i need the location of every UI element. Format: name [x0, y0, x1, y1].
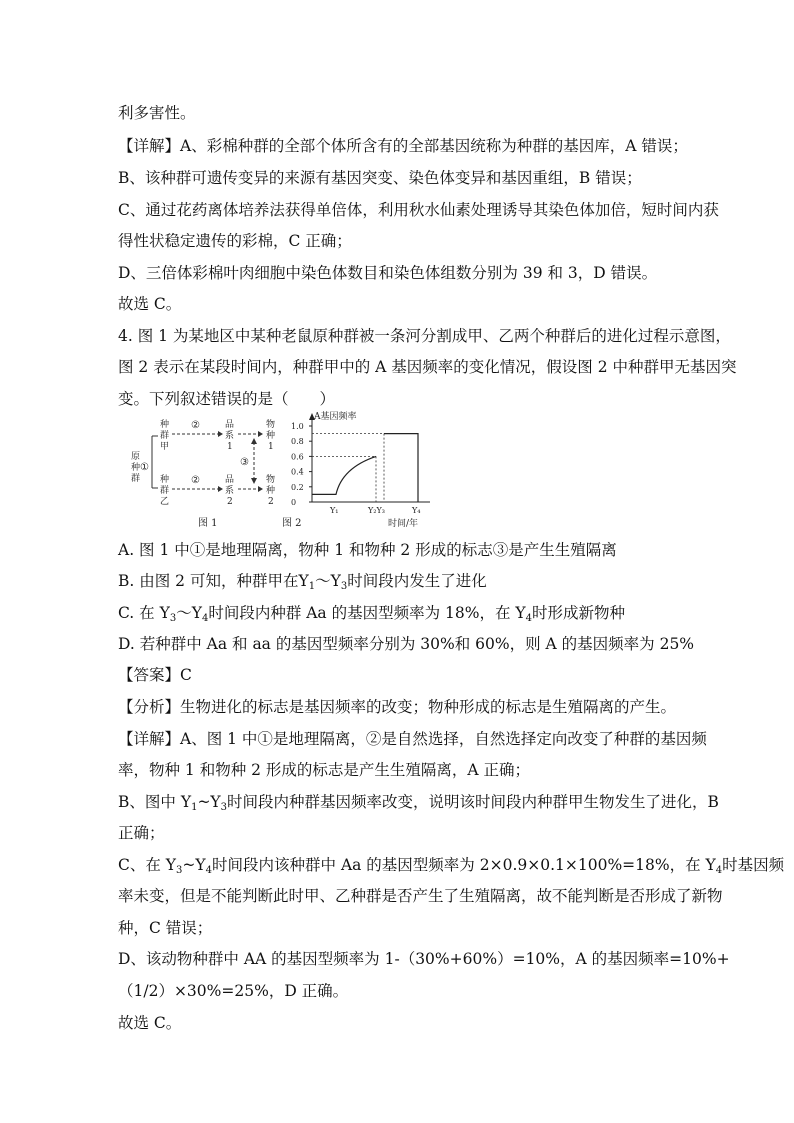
subscript: 1 — [308, 581, 316, 592]
figure1-diagram — [131, 418, 275, 529]
x-tick-label: Y₄ — [412, 506, 421, 515]
y-tick-label: 1.0 — [291, 422, 304, 431]
isolation-arrow-up — [251, 438, 257, 444]
text-span: B. 由图 2 可知，种群甲在Y — [118, 572, 309, 590]
text-line: C、通过花药离体培养法获得单倍体，利用秋水仙素处理诱导其染色体加倍，短时间内获 — [118, 201, 719, 219]
figure-container — [118, 410, 448, 532]
y-axis-label: A基因频率 — [314, 412, 357, 422]
subscript: 3 — [176, 865, 183, 876]
strain2-2: 系 — [225, 486, 235, 496]
text-span: 时基因频 — [722, 856, 785, 874]
y-tick-label: 0.8 — [291, 437, 304, 447]
text-span: ~Y — [197, 793, 221, 811]
text-span: C、在 Y — [118, 856, 177, 874]
frequency-curve — [312, 434, 418, 502]
text-span: C. 在 Y — [118, 604, 170, 622]
strain1-2: 系 — [225, 431, 235, 441]
figure1-caption: 图 1 — [198, 518, 218, 529]
species2-2: 种 — [266, 486, 276, 496]
subscript: 4 — [715, 865, 723, 876]
option-d: D. 若种群中 Aa 和 aa 的基因型频率分别为 30%和 60%，则 A 的基因频率为 25% — [118, 635, 695, 653]
text-line: 得性状稳定遗传的彩棉，C 正确； — [118, 232, 352, 250]
arrowhead-b2 — [258, 486, 263, 492]
mark-1: ① — [140, 462, 149, 473]
text-line: D、该动物种群中 AA 的基因型频率为 1-（30%+60%）=10%，A 的基因频率=10%+ — [118, 950, 730, 968]
x-tick-label: Y₁ — [330, 506, 339, 515]
mark-2-top: ② — [191, 420, 200, 431]
species2-1: 物 — [266, 475, 276, 485]
analysis-tag: 【分析】 — [118, 698, 181, 716]
pop-a-2: 群 — [160, 431, 170, 441]
strain2-3: 2 — [227, 497, 233, 507]
x-tick-label: Y₂Y₃ — [368, 506, 385, 515]
text-line: 利多害性。 — [118, 104, 196, 122]
text-span: A、彩棉种群的全部个体所含有的全部基因统称为种群的基因库，A 错误； — [180, 137, 688, 155]
text-span: 时形成新物种 — [532, 604, 626, 622]
text-span: 生物进化的标志是基因频率的改变；物种形成的标志是生殖隔离的产生。 — [180, 698, 677, 716]
text-line: B、该种群可遗传变异的来源有基因突变、染色体变异和基因重组，B 错误； — [118, 169, 642, 187]
pop-b-1: 种 — [160, 475, 170, 485]
text-span: ～Y — [315, 572, 341, 590]
figure-svg — [118, 410, 448, 532]
detail-line — [118, 729, 707, 749]
arrowhead-a2 — [258, 431, 263, 437]
origin-label-2: 种 — [131, 463, 141, 473]
text-line — [118, 792, 719, 812]
subscript: 4 — [201, 613, 209, 624]
answer-tag: 【答案】 — [118, 666, 181, 684]
text-span: 时间段内该种群中 Aa 的基因型频率为 2×0.9×0.1×100%=18%，在 Y — [212, 856, 716, 874]
species1-3: 1 — [268, 442, 274, 452]
pop-b-2: 群 — [160, 486, 170, 496]
y-tick-label: 0.6 — [291, 452, 304, 462]
subscript: 3 — [220, 802, 228, 813]
figure2-caption: 图 2 — [282, 518, 302, 529]
subscript: 3 — [340, 581, 348, 592]
mark-3: ③ — [240, 457, 249, 468]
mark-2-bottom: ② — [191, 475, 200, 486]
text-span: 时间段内种群 Aa 的基因型频率为 18%，在 Y — [208, 604, 526, 622]
figure2-chart — [282, 410, 430, 529]
gridline-group — [312, 434, 418, 502]
subscript: 3 — [169, 613, 177, 624]
origin-label-1: 原 — [131, 452, 141, 462]
y-tick-label: 0 — [291, 498, 297, 507]
text-line: 率未变，但是不能判断此时甲、乙种群是否产生了生殖隔离，故不能判断是否形成了新物 — [118, 887, 723, 905]
arrowhead-b1 — [218, 486, 223, 492]
option-c — [118, 603, 625, 623]
text-line: 故选 C。 — [118, 1014, 182, 1032]
species1-1: 物 — [266, 420, 276, 430]
strain2-1: 品 — [225, 475, 235, 485]
pop-b-3: 乙 — [160, 497, 170, 507]
subscript: 4 — [205, 865, 213, 876]
text-span: 时间段内种群基因频率改变，说明该时间段内种群甲生物发生了进化，B — [227, 793, 719, 811]
answer-line — [118, 665, 192, 685]
text-line: 正确； — [118, 824, 165, 842]
question-stem-line: 4. 图 1 为某地区中某种老鼠原种群被一条河分割成甲、乙两个种群后的进化过程示意图， — [118, 327, 731, 345]
text-span: 时间段内发生了进化 — [347, 572, 487, 590]
text-line: 率，物种 1 和物种 2 形成的标志是产生生殖隔离，A 正确； — [118, 761, 531, 779]
option-b — [118, 571, 487, 591]
strain1-1: 品 — [225, 420, 235, 430]
detail-tag: 【详解】 — [118, 730, 181, 748]
text-span: A、图 1 中①是地理隔离，②是自然选择，自然选择定向改变了种群的基因频 — [180, 730, 707, 748]
pop-a-1: 种 — [160, 420, 170, 430]
text-span: ~Y — [182, 856, 206, 874]
question-stem-line: 变。下列叙述错误的是（ ） — [118, 390, 336, 408]
text-line: 种，C 错误； — [118, 919, 213, 937]
y-tick-label: 0.2 — [291, 482, 304, 492]
arrowhead-a1 — [218, 431, 223, 437]
origin-label-3: 群 — [131, 474, 141, 484]
text-span: ～Y — [176, 604, 202, 622]
analysis-line — [118, 697, 676, 717]
text-span: C — [180, 666, 192, 684]
species2-3: 2 — [268, 497, 274, 507]
text-line: 故选 C。 — [118, 295, 182, 313]
isolation-arrow-down — [251, 478, 257, 484]
species1-2: 种 — [266, 431, 276, 441]
text-span: B、图中 Y — [118, 793, 192, 811]
question-stem-line: 图 2 表示在某段时间内，种群甲中的 A 基因频率的变化情况，假设图 2 中种群甲无基因突 — [118, 358, 737, 376]
subscript: 4 — [525, 613, 533, 624]
pop-a-3: 甲 — [160, 442, 170, 452]
text-line: D、三倍体彩棉叶肉细胞中染色体数目和染色体组数分别为 39 和 3，D 错误。 — [118, 264, 658, 282]
explanation-line — [118, 136, 688, 156]
x-mark-group — [329, 506, 421, 515]
option-a: A. 图 1 中①是地理隔离，物种 1 和物种 2 形成的标志③是产生生殖隔离 — [118, 541, 617, 559]
subscript: 1 — [191, 802, 198, 813]
x-axis-label: 时间/年 — [388, 519, 419, 529]
y-tick-label: 0.4 — [291, 467, 304, 477]
text-line — [118, 855, 784, 875]
strain1-3: 1 — [227, 442, 233, 452]
text-line: （1/2）×30%=25%，D 正确。 — [118, 982, 349, 1000]
y-tick-group — [291, 422, 312, 507]
detail-tag: 【详解】 — [118, 137, 181, 155]
